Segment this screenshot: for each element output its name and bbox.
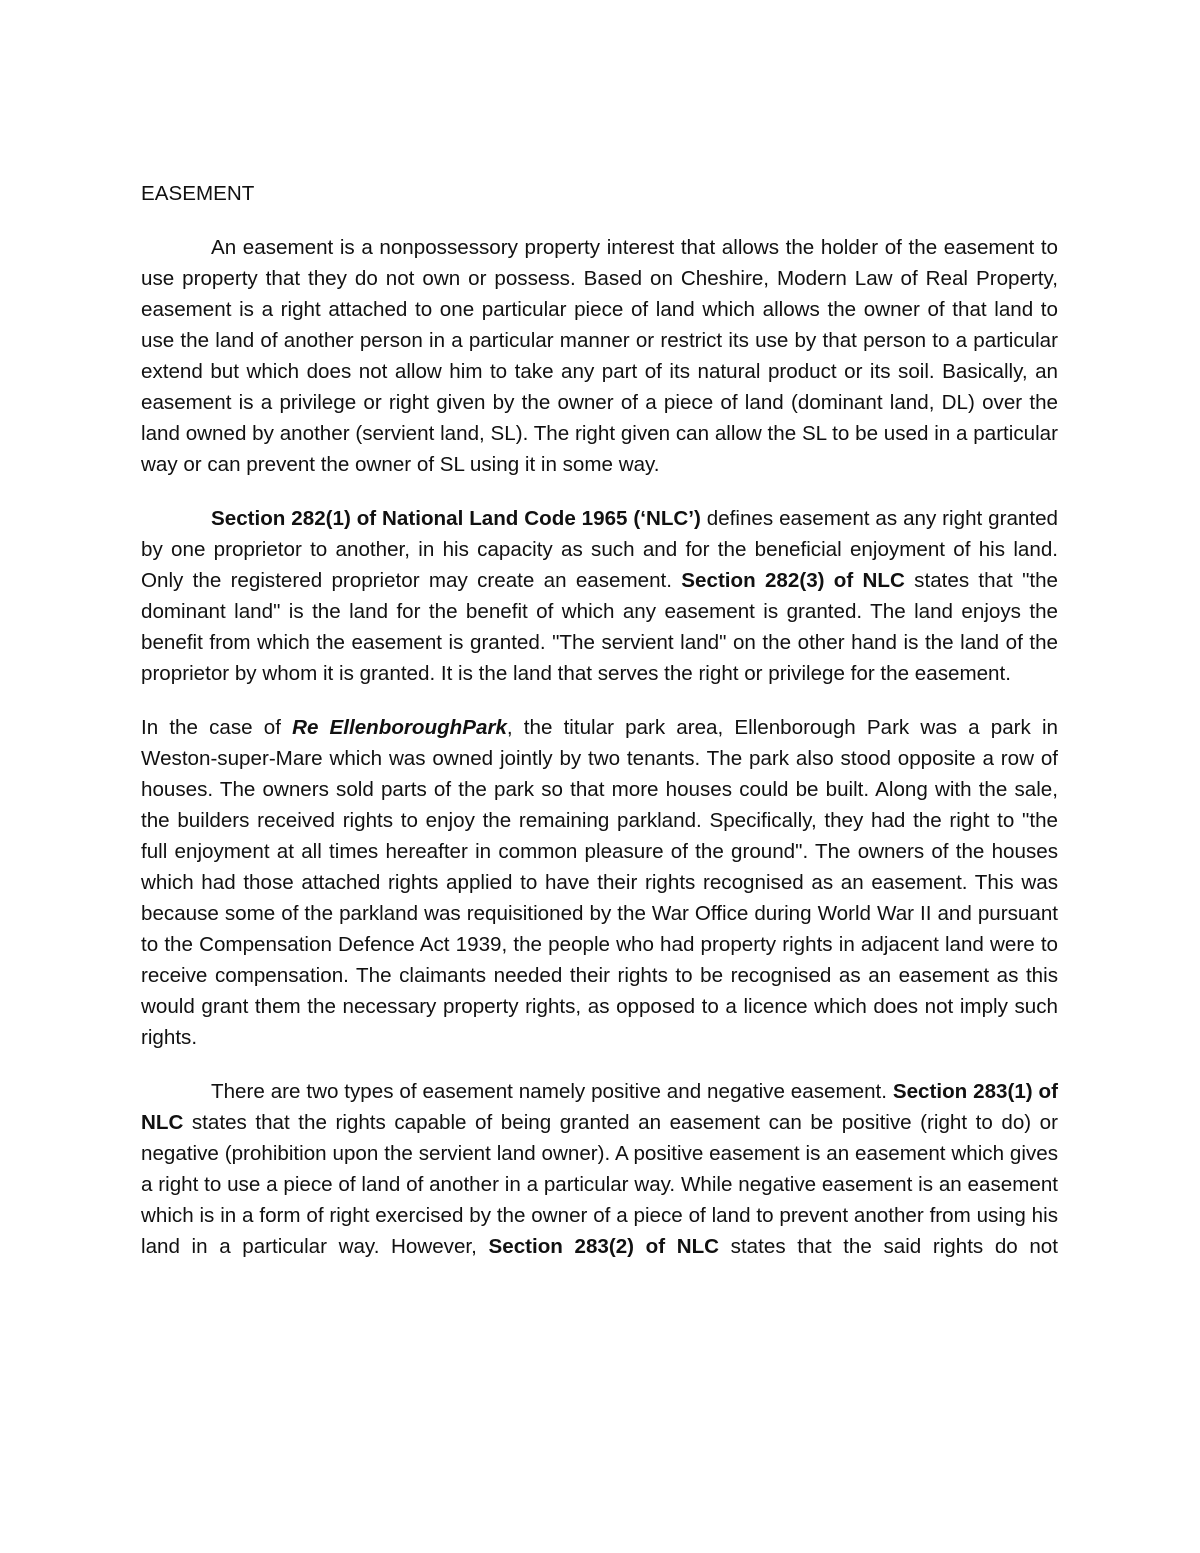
document-title: EASEMENT	[141, 182, 255, 205]
case-name-re-ellenborough-park: Re EllenboroughPark	[292, 716, 507, 739]
statute-ref-section-283-1: Section 283(1) of NLC	[141, 1080, 1058, 1134]
statute-ref-section-283-2: Section 283(2) of NLC	[488, 1235, 720, 1258]
paragraph-definition-text: An easement is a nonpossessory property interest that allows the holder of the easement to use property that they do not own or possess. Based on Cheshire, Modern Law of Real Property, easement is a right attached to one particular piece of land which allows the owner of that land to use the land of another person in a particular manner or restrict its use by that person to a particular extend but which does not allow him to take any part of its natural product or its soil. Basically, an easement is a privilege or right given by the owner of a piece of land (dominant land, DL) over the land owned by another (servient land, SL). The right given can allow the SL to be used in a particular way or can prevent the owner of SL using it in some way.	[141, 236, 1058, 476]
paragraph-nlc-text-1: defines easement as any right granted by one proprietor to another, in his capacity as such and for the beneficial enjoyment of his land. Only the registered proprietor may create an easement.	[141, 507, 1058, 592]
paragraph-nlc-section-282	[141, 503, 1058, 689]
paragraph-types-text-3: states that the said rights do not	[719, 1235, 1058, 1258]
statute-ref-section-282-3: Section 282(3) of NLC	[681, 569, 905, 592]
paragraph-case-text-1: In the case of	[141, 716, 293, 739]
paragraph-types-text-2: states that the rights capable of being granted an easement can be positive (right to do) or negative (prohibition upon the servient land owner). A positive easement is an easement which gives a right to use a piece of land of another in a particular way. While negative easement is an easement which is in a form of right exercised by the owner of a piece of land to prevent another from using his land in a particular way. However,	[141, 1111, 1058, 1258]
paragraph-definition	[141, 232, 1058, 480]
paragraph-types-of-easement	[141, 1076, 1058, 1262]
statute-ref-section-282-1: Section 282(1) of National Land Code 1965 (‘NLC’)	[211, 507, 701, 530]
paragraph-nlc-text-2: states that "the dominant land" is the land for the benefit of which any easement is granted. The land enjoys the benefit from which the easement is granted. "The servient land" on the other hand is the land of the proprietor by whom it is granted. It is the land that serves the right or privilege for the easement.	[141, 569, 1059, 685]
paragraph-types-text-1: There are two types of easement namely positive and negative easement.	[211, 1080, 893, 1103]
paragraph-case-text-2: , the titular park area, Ellenborough Park was a park in Weston-super-Mare which was owned jointly by two tenants. The park also stood opposite a row of houses. The owners sold parts of the park so that more houses could be built. Along with the sale, the builders received rights to enjoy the remaining parkland. Specifically, they had the right to "the full enjoyment at all times hereafter in common pleasure of the ground". The owners of the houses which had those attached rights applied to have their rights recognised as an easement. This was because some of the parkland was requisitioned by the War Office during World War II and pursuant to the Compensation Defence Act 1939, the people who had property rights in adjacent land were to receive compensation. The claimants needed their rights to be recognised as an easement as this would grant them the necessary property rights, as opposed to a licence which does not imply such rights.	[141, 716, 1058, 1049]
paragraph-case-ellenborough	[141, 712, 1058, 1053]
document-page	[141, 178, 1058, 1262]
